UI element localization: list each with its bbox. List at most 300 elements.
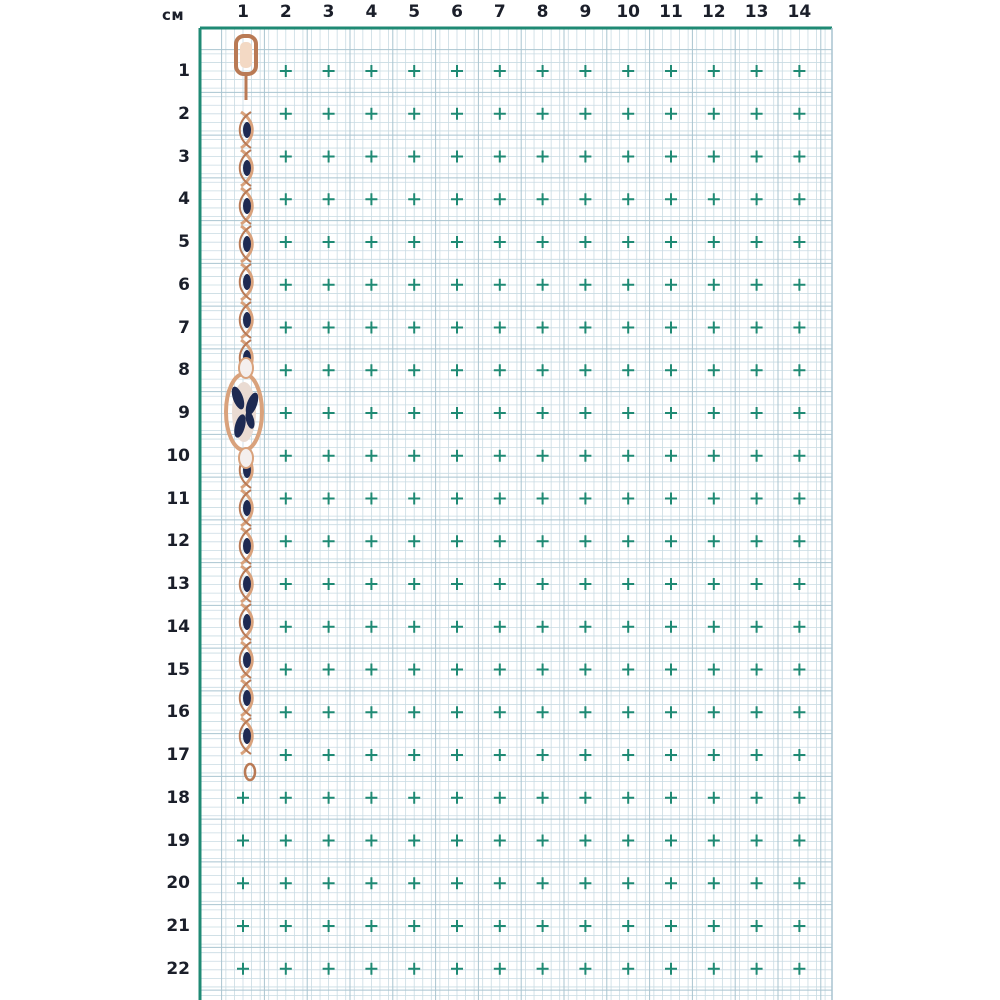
cross-marker [494,706,506,718]
cross-marker [579,664,591,676]
sapphire-stone [243,538,251,554]
cross-marker [537,920,549,932]
cross-marker [622,792,634,804]
y-axis-label: 10 [166,445,190,466]
cross-marker [280,193,292,205]
cross-marker [622,322,634,334]
cross-marker [708,621,720,633]
cross-marker [365,407,377,419]
cross-marker [708,279,720,291]
cross-marker [365,963,377,975]
cross-marker [708,65,720,77]
cross-marker [622,877,634,889]
cross-marker [494,963,506,975]
cross-marker [451,108,463,120]
bracelet-link [240,642,253,678]
cross-marker [408,877,420,889]
cross-marker [408,450,420,462]
cross-marker [408,322,420,334]
unit-label: см [162,6,185,24]
cross-marker [793,835,805,847]
cross-marker [323,664,335,676]
cross-marker [280,706,292,718]
cross-marker [579,108,591,120]
cross-marker [622,151,634,163]
cross-marker [408,706,420,718]
cross-marker [579,151,591,163]
cross-marker [665,920,677,932]
cross-marker [537,664,549,676]
cross-marker [537,963,549,975]
cross-marker [537,236,549,248]
cross-marker [537,407,549,419]
cross-marker [237,877,249,889]
cross-marker [708,963,720,975]
cross-marker [451,963,463,975]
cross-marker [323,279,335,291]
cross-marker [708,364,720,376]
cross-marker [793,578,805,590]
y-axis-label: 12 [166,531,190,552]
x-axis-label: 8 [536,2,549,22]
sapphire-stone [243,728,251,744]
cross-marker [451,621,463,633]
cross-marker [280,108,292,120]
cross-marker [537,322,549,334]
cross-marker [451,664,463,676]
y-axis-label: 21 [166,916,190,936]
cross-marker [751,578,763,590]
cross-marker [579,407,591,419]
sapphire-stone [243,236,251,252]
cross-marker [537,706,549,718]
y-axis-label: 1 [178,61,190,81]
cross-marker [622,193,634,205]
cross-marker [280,877,292,889]
cross-marker [323,450,335,462]
cross-marker [408,279,420,291]
cross-marker [793,664,805,676]
cross-marker [365,65,377,77]
sapphire-stone [243,500,251,516]
y-axis-label: 8 [178,360,190,381]
cross-marker [408,108,420,120]
cross-marker [665,450,677,462]
cross-marker [365,236,377,248]
cross-marker [323,877,335,889]
cross-marker [408,664,420,676]
cross-marker [793,535,805,547]
bracelet-link [240,150,253,186]
cross-marker [365,193,377,205]
cross-marker [793,151,805,163]
cross-marker [408,65,420,77]
cross-marker [793,364,805,376]
cross-marker [622,835,634,847]
cross-marker [494,749,506,761]
cross-marker [365,621,377,633]
sapphire-stone [243,274,251,290]
cross-marker [751,749,763,761]
cross-marker [622,963,634,975]
x-axis-label: 13 [744,2,769,22]
y-axis-label: 9 [178,403,190,423]
cross-marker [579,193,591,205]
cross-marker [708,877,720,889]
cross-marker [622,706,634,718]
cross-marker [451,65,463,77]
sapphire-stone [243,576,251,592]
y-axis-label: 19 [166,830,190,851]
cross-marker [323,151,335,163]
cross-marker [793,193,805,205]
bracelet-link [240,718,253,754]
cross-marker [665,792,677,804]
cross-marker [408,535,420,547]
fine-grid [200,28,832,1000]
cross-marker [665,664,677,676]
cross-marker [451,364,463,376]
x-axis-label: 12 [701,2,726,22]
cross-marker [365,364,377,376]
cross-marker [537,450,549,462]
cross-marker [793,920,805,932]
sapphire-stone [243,652,251,668]
cross-marker [323,706,335,718]
cross-marker [451,151,463,163]
cross-marker [323,65,335,77]
cross-marker [323,920,335,932]
cross-marker [793,963,805,975]
cross-marker [622,364,634,376]
cross-marker [751,108,763,120]
cross-marker [451,407,463,419]
cross-marker [323,535,335,547]
cross-marker [494,621,506,633]
cross-marker [323,792,335,804]
cross-marker [280,236,292,248]
bracelet-link [240,226,253,262]
cross-marker [494,535,506,547]
cross-marker [365,749,377,761]
cross-marker [451,749,463,761]
cross-marker [365,664,377,676]
cross-marker [579,65,591,77]
cross-marker [280,920,292,932]
cross-marker [451,578,463,590]
y-axis-label: 6 [178,274,190,295]
cross-marker [751,279,763,291]
cross-marker [622,621,634,633]
cross-marker [451,792,463,804]
x-axis-label: 2 [279,2,292,22]
x-axis-label: 3 [322,2,335,22]
cross-marker [237,963,249,975]
cross-marker [494,279,506,291]
cross-marker [280,835,292,847]
cross-marker [365,108,377,120]
cross-marker [537,151,549,163]
cross-marker [323,407,335,419]
cross-marker [323,364,335,376]
cross-marker [408,193,420,205]
x-axis-label: 7 [493,2,506,22]
cross-marker [494,493,506,505]
cross-marker [665,706,677,718]
y-axis-label: 16 [166,702,190,723]
cross-marker [708,108,720,120]
cross-marker [751,450,763,462]
cross-marker [280,749,292,761]
cross-marker [365,450,377,462]
cross-marker [793,493,805,505]
cross-marker [579,749,591,761]
cross-marker [622,450,634,462]
clasp-inner [240,42,252,68]
cross-marker [751,407,763,419]
cross-marker [665,151,677,163]
cross-marker [323,236,335,248]
cross-marker [622,407,634,419]
cross-marker [708,792,720,804]
cross-marker [408,407,420,419]
x-axis-label: 1 [237,2,249,22]
cross-marker [793,407,805,419]
cross-marker [365,706,377,718]
x-axis-label: 4 [365,2,378,22]
cross-marker [408,835,420,847]
cross-marker [280,792,292,804]
cross-marker [237,792,249,804]
cross-marker [665,65,677,77]
bracelet-link [240,112,253,148]
y-axis-label: 20 [166,873,190,894]
cross-marker [665,364,677,376]
cross-marker [537,108,549,120]
y-axis-label: 11 [166,488,190,509]
sapphire-stone [243,122,251,138]
cross-marker [751,193,763,205]
cross-marker [665,322,677,334]
cross-marker [708,407,720,419]
cross-marker [494,578,506,590]
cross-marker [365,279,377,291]
cross-marker [494,108,506,120]
cross-marker [323,963,335,975]
cross-marker [365,578,377,590]
cross-marker [579,963,591,975]
bracelet-link [240,566,253,602]
cross-marker [494,364,506,376]
cross-marker [751,151,763,163]
cross-marker [494,835,506,847]
x-axis-label: 10 [616,2,641,22]
bracelet-link [240,188,253,224]
cross-marker [579,279,591,291]
cross-marker [708,706,720,718]
cross-marker [537,279,549,291]
cross-marker [280,621,292,633]
sapphire-stone [243,312,251,328]
cross-marker [665,193,677,205]
cross-marker [537,493,549,505]
cross-marker [751,706,763,718]
cross-marker [751,535,763,547]
cross-marker [579,578,591,590]
cross-marker [494,65,506,77]
cross-marker [280,578,292,590]
diamond-stone [239,448,253,468]
cross-marker [708,578,720,590]
cross-marker [280,279,292,291]
cross-marker [708,664,720,676]
cross-marker [793,792,805,804]
cross-marker [280,65,292,77]
cross-marker [365,920,377,932]
cross-marker [451,322,463,334]
cross-marker [665,535,677,547]
cross-marker [451,279,463,291]
cross-marker [537,835,549,847]
cross-marker [494,792,506,804]
cross-marker [579,920,591,932]
y-axis-label: 17 [166,745,190,765]
cross-marker [665,108,677,120]
cross-marker [751,621,763,633]
cross-marker [708,450,720,462]
y-axis-label: 4 [178,189,190,210]
cross-marker [323,621,335,633]
cross-marker [708,236,720,248]
cross-marker [579,621,591,633]
cross-marker [408,578,420,590]
cross-marker [708,322,720,334]
cross-marker [408,236,420,248]
cross-marker [793,749,805,761]
cross-marker [451,193,463,205]
cross-marker [365,493,377,505]
cross-marker [751,322,763,334]
bracelet-icon [226,36,262,780]
cross-marker [537,749,549,761]
cross-marker [751,920,763,932]
cross-marker [751,65,763,77]
cross-marker [579,322,591,334]
cross-marker [451,706,463,718]
cross-marker [494,664,506,676]
cross-marker [408,792,420,804]
cross-marker [451,535,463,547]
cross-marker [793,65,805,77]
cross-marker [494,151,506,163]
cross-marker [665,407,677,419]
y-axis-label: 18 [166,787,190,808]
cross-marker [708,920,720,932]
cross-marker [280,364,292,376]
cross-marker [665,963,677,975]
sapphire-stone [243,160,251,176]
cross-marker [451,450,463,462]
cross-marker [708,835,720,847]
cross-marker [751,877,763,889]
cross-marker [665,621,677,633]
x-axis-label: 11 [659,2,683,22]
cross-marker [751,664,763,676]
cross-marker [323,322,335,334]
y-axis-label: 2 [178,103,190,124]
cross-marker [622,236,634,248]
cross-marker [237,835,249,847]
cross-marker [622,493,634,505]
cross-marker [494,877,506,889]
cross-marker [494,920,506,932]
cross-marker [622,749,634,761]
cross-marker [451,835,463,847]
cross-marker [365,535,377,547]
cross-marker [323,749,335,761]
cross-marker [280,963,292,975]
cross-marker [793,621,805,633]
y-axis-label: 14 [166,616,190,637]
cross-marker [665,493,677,505]
cross-marker [365,322,377,334]
cross-marker [408,920,420,932]
x-axis-label: 6 [451,2,463,22]
cross-marker [622,279,634,291]
cross-marker [665,877,677,889]
cross-marker [708,151,720,163]
cross-marker [665,578,677,590]
cross-marker [622,108,634,120]
bracelet-link [240,680,253,716]
bracelet-link [240,604,253,640]
cross-marker [323,493,335,505]
y-axis-label: 15 [166,659,190,680]
cross-marker [280,450,292,462]
cross-marker [451,236,463,248]
cross-marker [579,877,591,889]
diamond-stone [239,358,253,378]
cross-marker [323,193,335,205]
sapphire-stone [243,198,251,214]
cross-marker [408,364,420,376]
cross-marker [280,535,292,547]
cross-marker [537,578,549,590]
bracelet-link [240,490,253,526]
cross-marker [280,151,292,163]
cross-marker [537,193,549,205]
cross-marker [537,65,549,77]
cross-marker [537,792,549,804]
x-axis-label: 5 [408,2,421,22]
cross-marker [280,493,292,505]
cross-marker [323,835,335,847]
cross-marker [622,65,634,77]
cross-marker [579,493,591,505]
x-axis-label: 14 [787,2,812,22]
cross-marker [408,621,420,633]
sapphire-stone [243,690,251,706]
cross-marker [793,279,805,291]
cross-marker [323,578,335,590]
cross-marker [494,407,506,419]
cross-marker [751,963,763,975]
cross-marker [665,835,677,847]
cross-marker [494,450,506,462]
cross-marker [237,920,249,932]
cross-marker [537,535,549,547]
cross-marker [751,792,763,804]
